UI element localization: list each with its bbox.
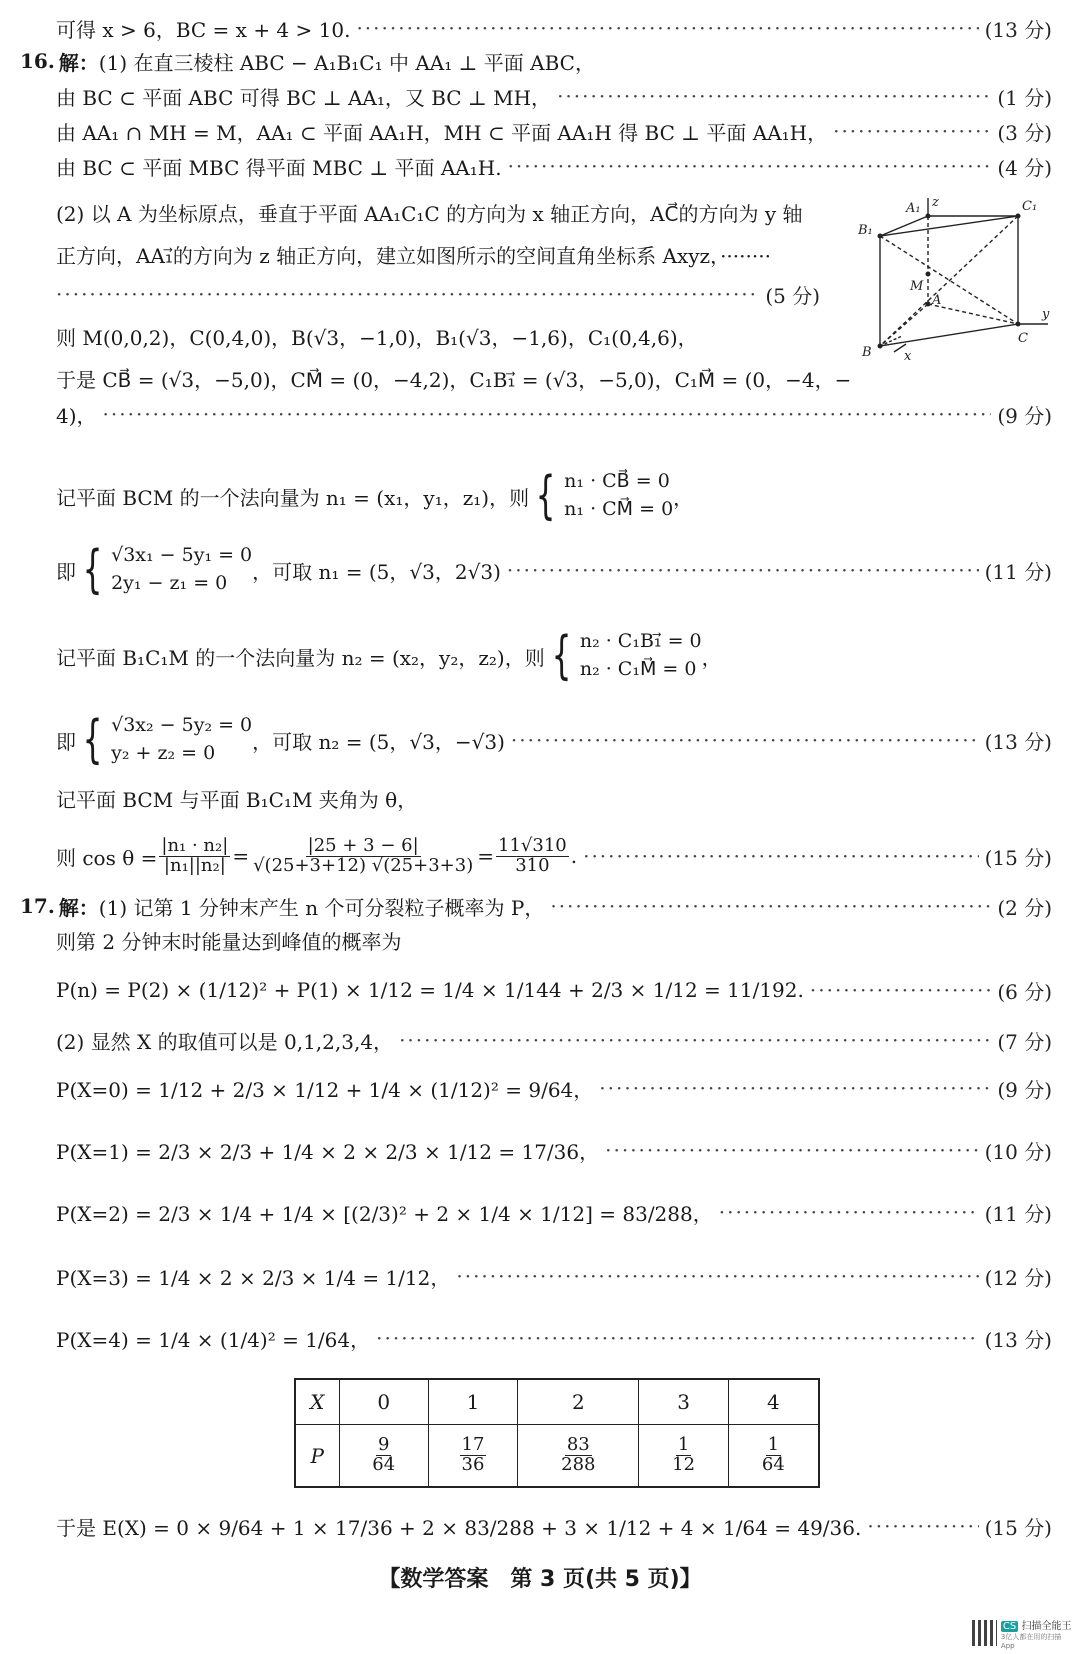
table-cell: 1 bbox=[428, 1379, 517, 1425]
line-11: 即 { √3x₁ − 5y₁ = 0 2y₁ − z₁ = 0 ，可取 n₁ = (5，√3，2√3) ····· (11 分) bbox=[56, 540, 1052, 600]
table-cell: $\frac{17}{36}$ bbox=[428, 1425, 517, 1488]
distribution-table bbox=[294, 1378, 820, 1488]
line-4: (2) 以 A 为坐标原点，垂直于平面 AA₁C₁C 的方向为 x 轴正方向，AC⃗的方向为 y 轴 bbox=[56, 201, 803, 226]
table-cell: 3 bbox=[639, 1379, 728, 1425]
q16-heading: 16. 解： (1) 在直三棱柱 ABC − A₁B₁C₁ 中 AA₁ ⊥ 平面 ABC， bbox=[20, 49, 595, 75]
line-2: 由 AA₁ ∩ MH = M，AA₁ ⊂ 平面 AA₁H，MH ⊂ 平面 AA₁H 得 BC ⊥ 平面 AA₁H， ····· (3 分) bbox=[56, 115, 1052, 147]
table-cell: $\frac{83}{288}$ bbox=[518, 1425, 639, 1488]
line-5: 正方向，AA₁⃗的方向为 z 轴正方向，建立如图所示的空间直角坐标系 Axyz，········ bbox=[56, 243, 771, 268]
table-cell: $\frac{1}{64}$ bbox=[728, 1425, 819, 1488]
line-12: 记平面 B₁C₁M 的一个法向量为 n₂ = (x₂，y₂，z₂)，则 { n₂ · C₁B₁⃗ = 0 n₂ · C₁M⃗ = 0 ， bbox=[56, 626, 722, 686]
scanner-watermark bbox=[972, 1618, 1072, 1648]
label-z: z bbox=[932, 196, 939, 210]
line-17: P(n) = P(2) × (1/12)² + P(1) × 1/12 = 1/4 × 1/144 + 2/3 × 1/12 = 11/192. ····· (6 分) bbox=[56, 974, 1052, 1006]
cs-logo-icon: CS bbox=[1002, 1620, 1017, 1632]
table-row-p bbox=[295, 1425, 819, 1488]
label-a1: A₁ bbox=[906, 201, 921, 216]
scanner-subtitle: 3亿人都在用的扫描App bbox=[1000, 1632, 1062, 1650]
prism-figure bbox=[858, 196, 1054, 366]
line-3: 由 BC ⊂ 平面 MBC 得平面 MBC ⊥ 平面 AA₁H. ····· (4 分) bbox=[56, 150, 1052, 182]
q17-heading: 17. 解： (1) 记第 1 分钟末产生 n 个可分裂粒子概率为 P， ····· (2 分) bbox=[20, 890, 1052, 922]
page-footer: 【数学答案 第 3 页(共 5 页)】 bbox=[378, 1567, 702, 1592]
label-b: B bbox=[862, 345, 872, 360]
line-8: 于是 CB⃗ = (√3，−5,0)，CM⃗ = (0，−4,2)，C₁B₁⃗ = (√3，−5,0)，C₁M⃗ = (0，−4，− bbox=[56, 367, 852, 392]
table-cell: 2 bbox=[518, 1379, 639, 1425]
label-c1: C₁ bbox=[1022, 199, 1038, 214]
line-7: 则 M(0,0,2)，C(0,4,0)，B(√3，−1,0)，B₁(√3，−1,6)，C₁(0,4,6)， bbox=[56, 325, 698, 350]
line-22: P(X=3) = 1/4 × 2 × 2/3 × 1/4 = 1/12， ····· (12 分) bbox=[56, 1260, 1052, 1292]
line-1: 由 BC ⊂ 平面 ABC 可得 BC ⊥ AA₁，又 BC ⊥ MH， ····· (1 分) bbox=[56, 80, 1052, 112]
line-13: 即 { √3x₂ − 5y₂ = 0 y₂ + z₂ = 0 ，可取 n₂ = (5，√3，−√3) ····· (13 分) bbox=[56, 710, 1052, 770]
line-19: P(X=0) = 1/12 + 2/3 × 1/12 + 1/4 × (1/12)² = 9/64， ····· (9 分) bbox=[56, 1072, 1052, 1104]
line-21: P(X=2) = 2/3 × 1/4 + 1/4 × [(2/3)² + 2 × 1/4 × 1/12] = 83/288， ····· (11 分) bbox=[56, 1196, 1052, 1228]
label-a: A bbox=[932, 293, 942, 308]
line-9: 4)， ····· (9 分) bbox=[56, 398, 1052, 430]
table-cell: $\frac{1}{12}$ bbox=[639, 1425, 728, 1488]
line-15: 则 cos θ = $\frac{\text{|n₁ · n₂|}}{\text{|n₁||n₂|}}$ = $\frac{|25 + 3 - 6|}{√(25+3+12) √(25+3+3)}$ = $\frac{11√310}{310}$ . ····· (15 分) bbox=[56, 826, 1052, 886]
table-cell: 0 bbox=[339, 1379, 428, 1425]
line-24: 于是 E(X) = 0 × 9/64 + 1 × 17/36 + 2 × 83/288 + 3 × 1/12 + 4 × 1/64 = 49/36. ····· (15 分) bbox=[56, 1510, 1052, 1542]
label-c: C bbox=[1018, 331, 1028, 346]
label-b1: B₁ bbox=[858, 223, 873, 238]
table-cell: 4 bbox=[728, 1379, 819, 1425]
qr-code-icon bbox=[972, 1620, 997, 1646]
scanner-brand: 扫描全能王 bbox=[1021, 1620, 1072, 1632]
table-cell: $\frac{9}{64}$ bbox=[339, 1425, 428, 1488]
label-m: M bbox=[910, 279, 924, 294]
line-18: (2) 显然 X 的取值可以是 0,1,2,3,4， ····· (7 分) bbox=[56, 1024, 1052, 1056]
line-6: ····· (5 分) bbox=[56, 278, 820, 310]
table-row-x bbox=[295, 1379, 819, 1425]
line-23: P(X=4) = 1/4 × (1/4)² = 1/64， ····· (13 分) bbox=[56, 1322, 1052, 1354]
line-16: 则第 2 分钟末时能量达到峰值的概率为 bbox=[56, 929, 402, 954]
line-0: 可得 x > 6，BC = x + 4 > 10. ····· (13 分) bbox=[56, 12, 1052, 44]
line-10: 记平面 BCM 的一个法向量为 n₁ = (x₁，y₁，z₁)，则 { n₁ · CB⃗ = 0 n₁ · CM⃗ = 0 ， bbox=[56, 466, 694, 526]
table-cell: X bbox=[295, 1379, 339, 1425]
line-20: P(X=1) = 2/3 × 2/3 + 1/4 × 2 × 2/3 × 1/12 = 17/36， ····· (10 分) bbox=[56, 1134, 1052, 1166]
label-y: y bbox=[1042, 307, 1050, 322]
line-14: 记平面 BCM 与平面 B₁C₁M 夹角为 θ， bbox=[56, 787, 418, 812]
table-cell: P bbox=[295, 1425, 339, 1488]
label-x: x bbox=[904, 349, 912, 364]
